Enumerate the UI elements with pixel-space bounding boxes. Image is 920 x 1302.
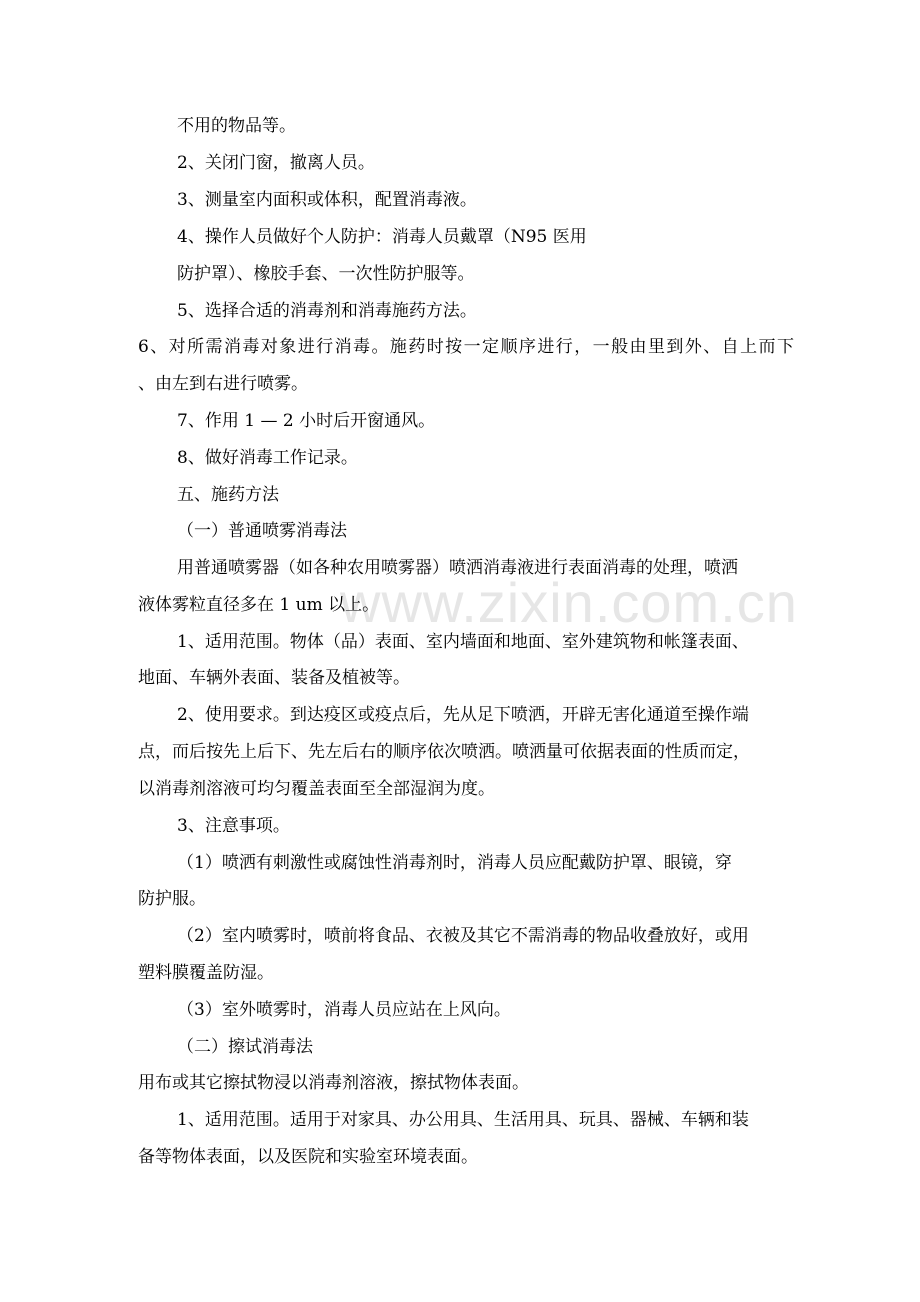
text-line: 防护服。: [138, 889, 206, 909]
text-line: 3、测量室内面积或体积，配置消毒液。: [177, 190, 477, 210]
text-line: 用普通喷雾器（如各种农用喷雾器）喷洒消毒液进行表面消毒的处理，喷洒: [177, 558, 738, 578]
text-line: 1、适用范围。物体（品）表面、室内墙面和地面、室外建筑物和帐篷表面、: [177, 632, 749, 652]
text-line: 、由左到右进行喷雾。: [138, 374, 308, 394]
text-line: 3、注意事项。: [177, 816, 290, 836]
text-line: 7、作用 1 — 2 小时后开窗通风。: [177, 411, 436, 431]
text-line: 点，而后按先上后下、先左后右的顺序依次喷洒。喷洒量可依据表面的性质而定，: [138, 742, 750, 762]
text-line: 2、使用要求。到达疫区或疫点后，先从足下喷洒，开辟无害化通道至操作端: [177, 705, 749, 725]
text-line: 4、操作人员做好个人防护：消毒人员戴罩（N95 医用: [177, 227, 587, 247]
text-line: （2）室内喷雾时，喷前将食品、衣被及其它不需消毒的物品收叠放好，或用: [177, 926, 749, 946]
text-line: 地面、车辆外表面、装备及植被等。: [138, 668, 410, 688]
text-line: 以消毒剂溶液可均匀覆盖表面至全部湿润为度。: [138, 779, 495, 799]
subsection-heading: （二）擦试消毒法: [177, 1037, 313, 1057]
text-line: 6、对所需消毒对象进行消毒。施药时按一定顺序进行，一般由里到外、自上而下: [138, 337, 794, 357]
watermark: www.zixin.com.cn: [340, 571, 798, 634]
text-line: 8、做好消毒工作记录。: [177, 448, 358, 468]
text-line: （3）室外喷雾时，消毒人员应站在上风向。: [177, 1000, 511, 1020]
text-line: 塑料膜覆盖防湿。: [138, 963, 274, 983]
text-line: 不用的物品等。: [177, 116, 296, 136]
text-line: 2、关闭门窗，撤离人员。: [177, 153, 375, 173]
text-line: （1）喷洒有刺激性或腐蚀性消毒剂时，消毒人员应配戴防护罩、眼镜，穿: [177, 853, 732, 873]
text-line: 5、选择合适的消毒剂和消毒施药方法。: [177, 301, 477, 321]
subsection-heading: （一）普通喷雾消毒法: [177, 521, 347, 541]
text-line: 备等物体表面，以及医院和实验室环境表面。: [138, 1147, 478, 1167]
section-heading: 五、施药方法: [177, 485, 279, 505]
text-line: 防护罩）、橡胶手套、一次性防护服等。: [177, 264, 475, 284]
text-line: 用布或其它擦拭物浸以消毒剂溶液，擦拭物体表面。: [138, 1073, 529, 1093]
text-line: 1、适用范围。适用于对家具、办公用具、生活用具、玩具、器械、车辆和装: [177, 1110, 749, 1130]
text-line: 液体雾粒直径多在 1 um 以上。: [138, 595, 380, 615]
